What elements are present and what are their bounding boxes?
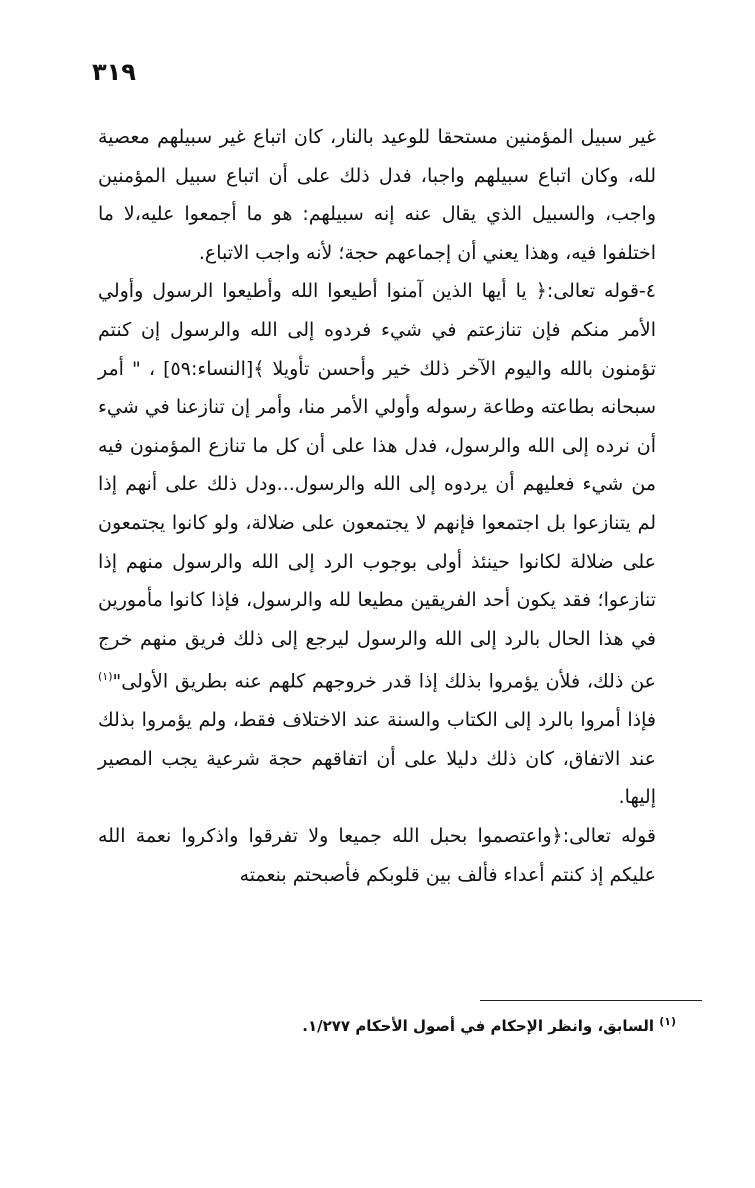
paragraph-2-text: ٤-قوله تعالى:﴿ يا أيها الذين آمنوا أطيعوا الله وأطيعوا الرسول وأولي الأمر منكم فإن تنازعتم في شيء فردوه إلى الله والرسول إن كنتم تؤمنون بالله واليوم الآخر ذلك خير وأحسن تأويلا ﴾[النساء:٥٩] ، " أمر سبحانه بطاعته وطاعة رسوله وأولي الأمر منا، وأمر إن تنازعنا في شيء أن نرده إلى الله والرسول، فدل هذا على أن كل ما تنازع المؤمنون فيه من شيء فعليهم أن يردوه إلى الله والرسول...ودل ذلك على أنهم إذا لم يتنازعوا بل اجتمعوا فإنهم لا يجتمعون على ضلالة، ولو كانوا يجتمعون على ضلالة لكانوا حينئذ أولى بوجوب الرد إلى الله والرسول منهم إذا تنازعوا؛ فقد يكون أحد الفريقين مطيعا لله والرسول، فإذا كانوا مأمورين في هذا الحال بالرد إلى الله والرسول ليرجع إلى ذلك فريق منهم خرج عن ذلك، فلأن يؤمروا بذلك إذا قدر خروجهم كلهم عنه بطريق الأولى" [98, 280, 656, 693]
paragraph-1: غير سبيل المؤمنين مستحقا للوعيد بالنار، كان اتباع غير سبيلهم معصية لله، وكان اتباع سبيلهم واجبا، فدل ذلك على أن اتباع سبيل المؤمنين واجب، والسبيل الذي يقال عنه إنه سبيلهم: هو ما أجمعوا عليه،لا ما اختلفوا فيه، وهذا يعني أن إجماعهم حجة؛ لأنه واجب الاتباع. [98, 126, 656, 264]
paragraph-2 [98, 272, 656, 817]
footnote [120, 1015, 676, 1035]
footnote-reference[interactable]: (١) [98, 670, 113, 684]
footnote-text: السابق، وانظر الإحكام في أصول الأحكام ١/٢٧٧. [302, 1017, 654, 1035]
main-text [98, 118, 656, 894]
footnote-divider [480, 1000, 702, 1001]
page-number: ٣١٩ [92, 58, 136, 86]
paragraph-3: قوله تعالى:﴿واعتصموا بحبل الله جميعا ولا تفرقوا واذكروا نعمة الله عليكم إذ كنتم أعداء فألف بين قلوبكم فأصبحتم بنعمته [98, 825, 656, 886]
paragraph-2-continuation: فإذا أمروا بالرد إلى الكتاب والسنة عند الاختلاف فقط، ولم يؤمروا بذلك عند الاتفاق، كان ذلك دليلا على أن اتفاقهم حجة شرعية يجب المصير إليها. [98, 709, 656, 809]
footnote-marker: (١) [659, 1015, 676, 1028]
